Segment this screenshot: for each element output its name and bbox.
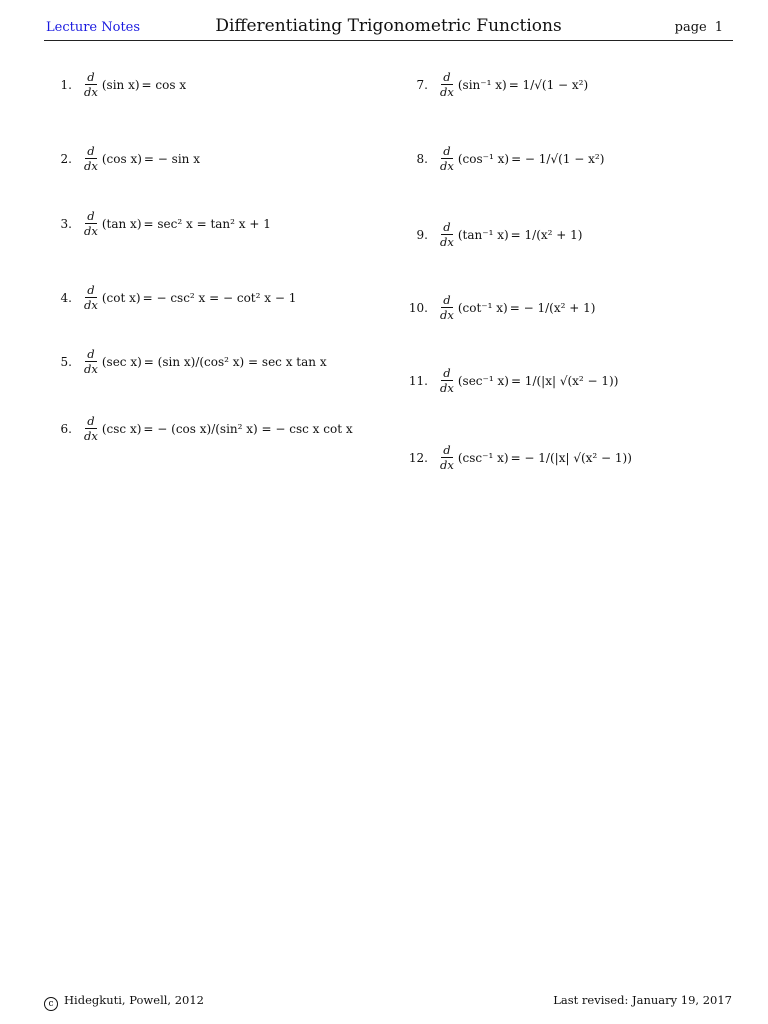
formula-number: 3. [60,216,72,231]
formula-rhs: = − 1/(|x| √(x² − 1)) [510,450,632,465]
page-number-indicator [675,20,731,35]
formula-number: 1. [60,77,72,92]
formula-lhs: (tan⁻¹ x) [457,227,509,242]
formula-lhs: (csc⁻¹ x) [457,450,509,465]
formula-1 [50,70,188,100]
formula-number: 4. [60,290,72,305]
formula-rhs: = − 1/(x² + 1) [509,300,596,315]
formula-8 [400,144,606,174]
formula-lhs: (cos x) [101,151,142,166]
formula-number: 8. [416,151,428,166]
derivative-operator: $\frac{d}{dx}$ [84,70,98,100]
formula-lhs: (sin x) [101,77,140,92]
footer-last-revised: Last revised: January 19, 2017 [553,993,732,1007]
formula-5 [50,347,329,377]
formula-12 [400,443,634,473]
formula-rhs: = sec² x = tan² x + 1 [143,216,271,231]
derivative-operator: $\frac{d}{dx}$ [440,293,454,323]
derivative-operator: $\frac{d}{dx}$ [440,220,454,250]
derivative-operator: $\frac{d}{dx}$ [84,283,98,313]
formula-rhs: = − (cos x)/(sin² x) = − csc x cot x [143,421,353,436]
formula-number: 6. [60,421,72,436]
formula-2 [50,144,202,174]
formula-9 [400,220,584,250]
formula-number: 5. [60,354,72,369]
derivative-operator: $\frac{d}{dx}$ [84,209,98,239]
formula-lhs: (sec⁻¹ x) [457,373,509,388]
formula-lhs: (cot x) [101,290,141,305]
formula-rhs: = − csc² x = − cot² x − 1 [142,290,297,305]
footer-authors: Hidegkuti, Powell, 2012 [64,993,204,1007]
formula-rhs: = 1/(x² + 1) [510,227,583,242]
derivative-operator: $\frac{d}{dx}$ [440,443,454,473]
formula-rhs: = 1/√(1 − x²) [508,77,589,92]
formula-4 [50,283,298,313]
formula-lhs: (sin⁻¹ x) [457,77,507,92]
page-header [44,14,733,41]
derivative-operator: $\frac{d}{dx}$ [440,70,454,100]
derivative-operator: $\frac{d}{dx}$ [84,347,98,377]
derivative-operator: $\frac{d}{dx}$ [440,144,454,174]
formula-rhs: = cos x [141,77,187,92]
formula-rhs: = − sin x [143,151,200,166]
formula-number: 12. [408,450,428,465]
formula-number: 9. [416,227,428,242]
formula-lhs: (cos⁻¹ x) [457,151,510,166]
derivative-operator: $\frac{d}{dx}$ [84,144,98,174]
formula-lhs: (csc x) [101,421,142,436]
formula-number: 2. [60,151,72,166]
page-label: page [674,20,707,35]
formula-10 [400,293,597,323]
formula-number: 10. [408,300,428,315]
formula-rhs: = (sin x)/(cos² x) = sec x tan x [143,354,327,369]
formula-number: 7. [416,77,428,92]
formula-7 [400,70,590,100]
footer-copyright [44,993,204,1011]
formula-rhs: = − 1/√(1 − x²) [511,151,605,166]
page-title: Differentiating Trigonometric Functions [215,16,562,36]
formula-11 [400,366,620,396]
formula-3 [50,209,273,239]
derivative-operator: $\frac{d}{dx}$ [84,414,98,444]
formula-lhs: (sec x) [101,354,142,369]
formula-6 [50,414,355,444]
formula-rhs: = 1/(|x| √(x² − 1)) [510,373,619,388]
formula-lhs: (cot⁻¹ x) [457,300,508,315]
formula-number: 11. [408,373,428,388]
header-lecture-notes-label: Lecture Notes [46,20,141,35]
derivative-operator: $\frac{d}{dx}$ [440,366,454,396]
formula-lhs: (tan x) [101,216,142,231]
page-number: 1 [714,20,723,35]
copyright-icon: c [44,997,58,1011]
